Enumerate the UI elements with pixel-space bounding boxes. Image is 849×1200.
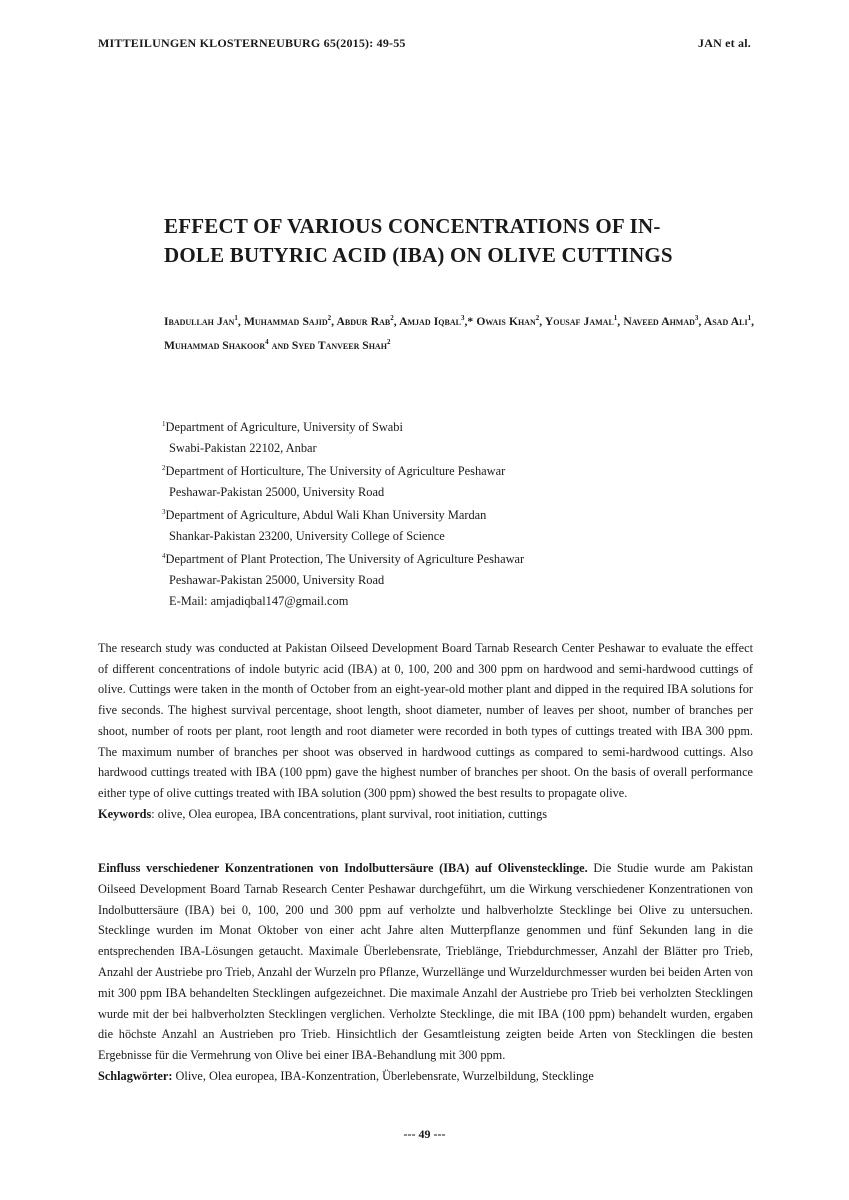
author-affiliation-mark: 4 (265, 337, 269, 346)
author-name: Asad Ali (703, 314, 748, 328)
keywords-label: Keywords (98, 806, 152, 821)
affiliation-text: Shankar-Pakistan 23200, University College of Science (169, 528, 445, 543)
abstract-de-title: Einfluss verschiedener Konzentrationen von Indolbuttersäure (IBA) auf Olivenstecklinge. (98, 861, 588, 875)
affiliation-list (162, 414, 682, 611)
affiliation-text: Department of Horticulture, The University of Agriculture Peshawar (165, 464, 506, 479)
affiliation-text: Peshawar-Pakistan 25000, University Road (169, 573, 385, 587)
affiliation-text: Department of Plant Protection, The University of Agriculture Peshawar (165, 552, 525, 567)
author-name: Amjad Iqbal (399, 314, 461, 328)
affiliation-text: Swabi-Pakistan 22102, Anbar (169, 440, 317, 455)
author-affiliation-mark: 1 (234, 314, 238, 322)
author-separator: ,* (464, 314, 477, 328)
author-affiliation-mark: 2 (390, 314, 394, 322)
affiliation-line (162, 458, 682, 482)
author-name: Yousaf Jamal (544, 314, 614, 328)
author-separator: , (617, 314, 624, 328)
author-separator: and (268, 338, 292, 352)
author-affiliation-mark: 2 (386, 337, 391, 346)
affiliation-text: Department of Agriculture, Abdul Wali Khan University Mardan (165, 508, 487, 523)
author-affiliation-mark: 3 (460, 314, 465, 322)
affiliation-mark: 3 (162, 508, 166, 517)
affiliation-mark: 2 (162, 464, 166, 473)
author-name: Abdur Rab (336, 314, 391, 328)
author-separator: , (393, 314, 400, 328)
author-list (164, 308, 754, 356)
author-name: Muhammad Sajid (243, 314, 328, 328)
abstract-german (98, 858, 753, 1087)
article-title (164, 212, 764, 270)
author-affiliation-mark: 3 (694, 314, 699, 322)
author-affiliation-mark: 2 (327, 314, 332, 322)
author-separator: , (237, 314, 244, 328)
affiliation-line (162, 482, 682, 503)
title-line-1: EFFECT OF VARIOUS CONCENTRATIONS OF IN- (164, 214, 661, 238)
affiliation-line (162, 570, 682, 591)
abstract-de-paragraph (98, 858, 753, 1066)
schlagwoerter-label: Schlagwörter: (98, 1068, 173, 1083)
author-name: Naveed Ahmad (623, 314, 695, 328)
author-name: Muhammad Shakoor (164, 338, 266, 352)
author-separator: , (698, 314, 704, 328)
running-author: JAN et al. (698, 36, 751, 50)
affiliation-text: E-Mail: amjadiqbal147@gmail.com (169, 593, 349, 608)
author-name: Owais Khan (476, 314, 536, 328)
affiliation-text: Department of Agriculture, University of Swabi (165, 420, 403, 435)
author-affiliation-mark: 1 (613, 314, 618, 322)
affiliation-text: Peshawar-Pakistan 25000, University Road (169, 484, 385, 499)
affiliation-line (162, 526, 682, 547)
affiliation-line (162, 502, 682, 526)
affiliation-mark: 1 (162, 420, 166, 428)
affiliation-line (162, 414, 682, 438)
journal-citation: MITTEILUNGEN KLOSTERNEUBURG 65(2015): 49-55 (98, 36, 406, 50)
affiliation-line (162, 591, 682, 612)
author-affiliation-mark: 2 (535, 314, 540, 322)
author-separator: , (751, 314, 754, 328)
keywords-line (98, 804, 753, 825)
abstract-text: The research study was conducted at Pakistan Oilseed Development Board Tarnab Research Center Peshawar to evaluate the effect of different concentrations of indole butyric acid (IBA) at 0, 100, 200 and 300 ppm on hardwood and semi-hardwood cuttings of olive. Cuttings were taken in the month of October from an eight-year-old mother plant and dipped in the required IBA solutions for five seconds. The highest survival percentage, shoot length, shoot diameter, number of leaves per shoot, number of branches per shoot, number of roots per plant, root length and root diameter were recorded in both types of cuttings treated with IBA 300 ppm. The maximum number of branches per shoot was observed in hardwood cuttings as compared to semi-hardwood cuttings. Also hardwood cuttings treated with IBA (100 ppm) gave the highest number of branches per shoot. On the basis of overall performance either type of olive cuttings treated with IBA solution (300 ppm) showed the best results to propagate olive. (98, 641, 753, 800)
author-separator: , (331, 314, 337, 328)
author-name: Ibadullah Jan (164, 314, 235, 328)
schlagwoerter-line (98, 1066, 753, 1087)
abstract-english (98, 638, 753, 824)
schlagwoerter-text: Olive, Olea europea, IBA-Konzentration, Überlebensrate, Wurzelbildung, Stecklinge (172, 1068, 594, 1083)
affiliation-mark: 4 (162, 552, 166, 561)
running-head (98, 36, 751, 52)
author-separator: , (539, 314, 545, 328)
affiliation-line (162, 438, 682, 459)
title-line-2: DOLE BUTYRIC ACID (IBA) ON OLIVE CUTTINGS (164, 243, 673, 267)
keywords-text: : olive, Olea europea, IBA concentrations, plant survival, root initiation, cuttings (151, 806, 548, 821)
affiliation-line (162, 546, 682, 570)
page-number: --- 49 --- (403, 1127, 446, 1141)
abstract-de-text: Die Studie wurde am Pakistan Oilseed Development Board Tarnab Research Center Peshawar durchgeführt, um die Wirkung verschiedener Konzentrationen von Indolbuttersäure (IBA) bei 0, 100, 200 und 300 ppm auf verholzte und halbverholzte Stecklinge bei Olive zu untersuchen. Stecklinge wurden im Monat Oktober von einer acht Jahre alten Mutterpflanze genommen und fünf Sekunden lang in die entsprechenden IBA-Lösungen getaucht. Maximale Überlebensrate, Trieblänge, Triebdurchmesser, Anzahl der Blätter pro Trieb, Anzahl der Austriebe pro Trieb, Anzahl der Wurzeln pro Pflanze, Wurzellänge und Wurzeldurchmesser wurden bei beiden Arten von mit 300 ppm IBA behandelten Stecklingen aufgezeichnet. Die maximale Anzahl der Austriebe pro Trieb bei verholzten Stecklingen wurde mit der bei halbverholzten Stecklingen verglichen. Verholzte Stecklinge, die mit IBA (100 ppm) behandelt wurden, ergaben die höchste Anzahl an Austrieben pro Trieb. Hinsichtlich der Gesamtleistung zeigten beide Arten von Stecklingen die besten Ergebnisse für die Vermehrung von Olive bei einer IBA-Behandlung mit 300 ppm. (98, 861, 753, 1063)
author-name: Syed Tanveer Shah (291, 338, 387, 352)
author-affiliation-mark: 1 (747, 314, 752, 322)
